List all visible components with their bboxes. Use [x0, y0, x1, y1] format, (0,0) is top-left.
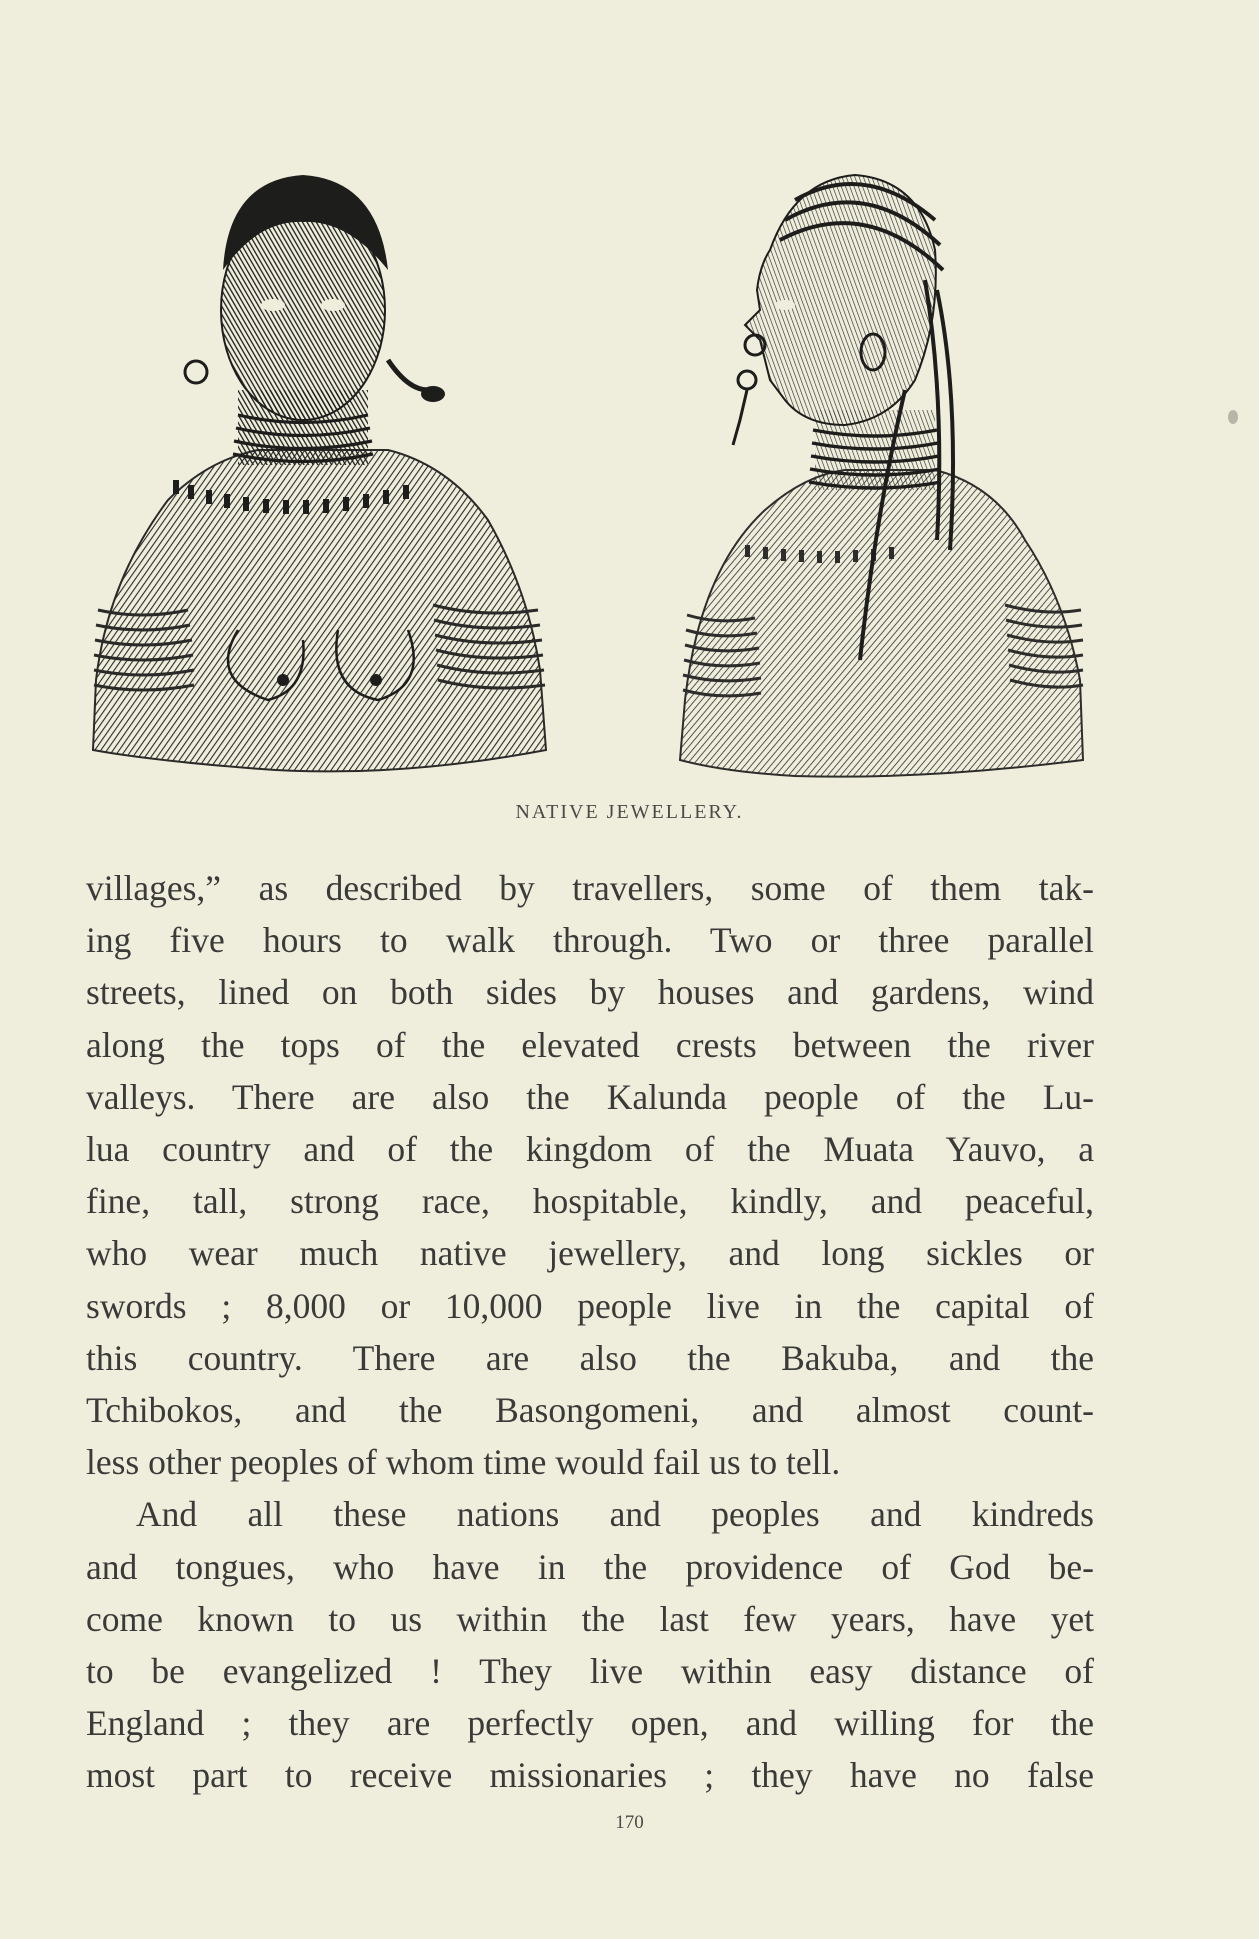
text-line: swords ; 8,000 or 10,000 people live in the capital of	[86, 1285, 1094, 1326]
text-line: villages,” as described by travellers, some of them tak-	[86, 868, 1094, 908]
text-line: to be evangelized ! They live within easy distance of	[86, 1651, 1094, 1692]
text-line: lua country and of the kingdom of the Muata Yauvo, a	[86, 1129, 1094, 1170]
figure-caption: NATIVE JEWELLERY.	[515, 801, 744, 823]
woman-engraving	[88, 140, 558, 790]
text-line: England ; they are perfectly open, and willing for the	[86, 1703, 1094, 1744]
text-line: most part to receive missionaries ; they have no false	[86, 1755, 1094, 1796]
text-line: ing five hours to walk through. Two or three parallel	[86, 920, 1094, 961]
text-line: come known to us within the last few years, have yet	[86, 1598, 1094, 1639]
text-line: this country. There are also the Bakuba, and the	[86, 1337, 1094, 1378]
text-line: and tongues, who have in the providence of God be-	[86, 1546, 1094, 1587]
page-number: 170	[615, 1812, 644, 1833]
body-text	[86, 862, 1094, 1802]
text-line: valleys. There are also the Kalunda people of the Lu-	[86, 1076, 1094, 1117]
text-line: along the tops of the elevated crests between the river	[86, 1024, 1094, 1065]
text-line: less other peoples of whom time would fail us to tell.	[86, 1442, 841, 1483]
man-engraving	[675, 140, 1085, 790]
text-line: streets, lined on both sides by houses and gardens, wind	[86, 972, 1094, 1013]
text-line: fine, tall, strong race, hospitable, kindly, and peaceful,	[86, 1181, 1094, 1222]
text-line: And all these nations and peoples and kindreds	[136, 1494, 1094, 1535]
paper-speck	[1228, 410, 1238, 424]
text-line: who wear much native jewellery, and long sickles or	[86, 1233, 1094, 1274]
text-line: Tchibokos, and the Basongomeni, and almost count-	[86, 1390, 1094, 1431]
